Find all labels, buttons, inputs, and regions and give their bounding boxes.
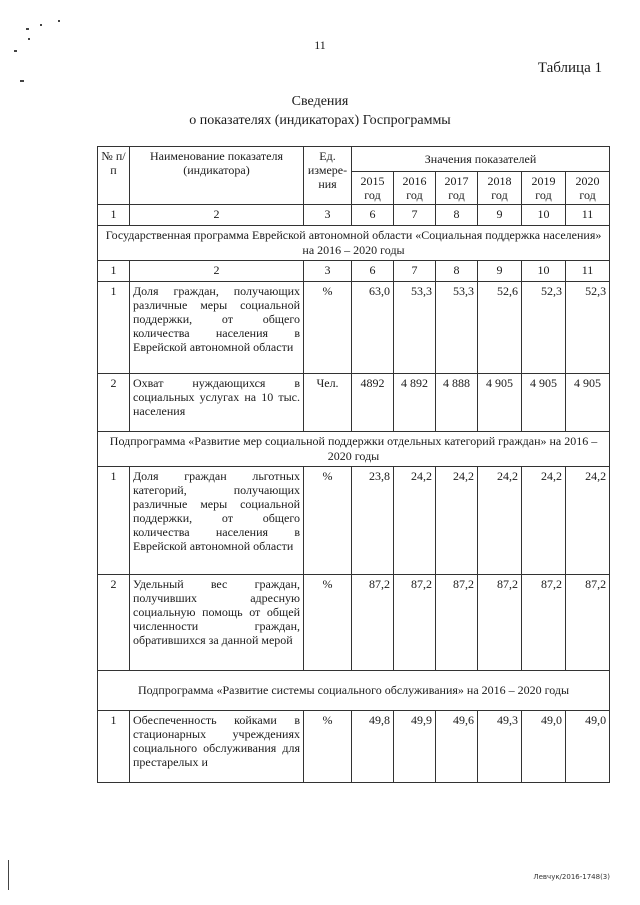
column-number: 9 bbox=[478, 205, 522, 226]
header-year: 2019 год bbox=[522, 172, 566, 205]
row-value: 49,3 bbox=[478, 711, 522, 783]
scan-mark bbox=[20, 80, 24, 82]
column-number: 10 bbox=[522, 205, 566, 226]
header-year: 2018 год bbox=[478, 172, 522, 205]
row-num: 1 bbox=[98, 467, 130, 575]
header-year: 2017 год bbox=[436, 172, 478, 205]
row-value: 4892 bbox=[352, 374, 394, 432]
row-num: 2 bbox=[98, 575, 130, 671]
table-row bbox=[98, 282, 610, 374]
scan-mark bbox=[40, 24, 42, 26]
row-name: Охват нуждающихся в социальных услугах на 10 тыс. населения bbox=[130, 374, 304, 432]
row-value: 23,8 bbox=[352, 467, 394, 575]
column-number: 2 bbox=[130, 261, 304, 282]
row-unit: % bbox=[304, 282, 352, 374]
section-title: Подпрограмма «Развитие мер социальной поддержки отдельных категорий граждан» на 2016 – 2020 годы bbox=[98, 432, 610, 467]
row-value: 49,9 bbox=[394, 711, 436, 783]
column-number: 11 bbox=[566, 261, 610, 282]
row-num: 2 bbox=[98, 374, 130, 432]
row-value: 52,3 bbox=[566, 282, 610, 374]
row-value: 49,8 bbox=[352, 711, 394, 783]
row-value: 87,2 bbox=[522, 575, 566, 671]
header-num: № п/п bbox=[98, 147, 130, 205]
scan-mark bbox=[26, 28, 29, 30]
row-name: Доля граждан льготных категорий, получающих различные меры социальной поддержки, от общего количества населения в Еврейской автономной области bbox=[130, 467, 304, 575]
column-number: 8 bbox=[436, 205, 478, 226]
table-row bbox=[98, 711, 610, 783]
column-number: 2 bbox=[130, 205, 304, 226]
row-value: 24,2 bbox=[478, 467, 522, 575]
row-value: 87,2 bbox=[436, 575, 478, 671]
title-line-1: Сведения bbox=[291, 94, 349, 109]
row-unit: % bbox=[304, 467, 352, 575]
scan-mark bbox=[58, 20, 60, 22]
row-value: 87,2 bbox=[566, 575, 610, 671]
row-value: 24,2 bbox=[566, 467, 610, 575]
document-heading bbox=[0, 92, 640, 130]
row-value: 87,2 bbox=[352, 575, 394, 671]
row-unit: % bbox=[304, 711, 352, 783]
row-num: 1 bbox=[98, 711, 130, 783]
table-row bbox=[98, 467, 610, 575]
section-title: Подпрограмма «Развитие системы социального обслуживания» на 2016 – 2020 годы bbox=[98, 671, 610, 711]
column-number: 6 bbox=[352, 205, 394, 226]
row-value: 4 888 bbox=[436, 374, 478, 432]
column-number: 7 bbox=[394, 205, 436, 226]
header-year: 2016 год bbox=[394, 172, 436, 205]
column-number: 8 bbox=[436, 261, 478, 282]
row-value: 53,3 bbox=[394, 282, 436, 374]
row-value: 4 892 bbox=[394, 374, 436, 432]
column-number-row bbox=[98, 261, 610, 282]
column-number: 3 bbox=[304, 205, 352, 226]
column-number: 3 bbox=[304, 261, 352, 282]
row-value: 87,2 bbox=[394, 575, 436, 671]
row-unit: % bbox=[304, 575, 352, 671]
row-name: Удельный вес граждан, получивших адресную социальную помощь от общей численности граждан, обратившихся за данной мерой bbox=[130, 575, 304, 671]
row-num: 1 bbox=[98, 282, 130, 374]
section-row bbox=[98, 432, 610, 467]
row-value: 87,2 bbox=[478, 575, 522, 671]
row-value: 4 905 bbox=[522, 374, 566, 432]
header-year: 2015 год bbox=[352, 172, 394, 205]
column-number: 11 bbox=[566, 205, 610, 226]
header-row bbox=[98, 147, 610, 172]
footer-reference: Левчук/2016-1748(3) bbox=[533, 873, 610, 881]
table-label: Таблица 1 bbox=[537, 60, 602, 76]
indicators-table bbox=[97, 146, 610, 783]
column-number: 10 bbox=[522, 261, 566, 282]
row-value: 52,3 bbox=[522, 282, 566, 374]
section-row bbox=[98, 226, 610, 261]
section-row bbox=[98, 671, 610, 711]
row-value: 24,2 bbox=[394, 467, 436, 575]
row-value: 52,6 bbox=[478, 282, 522, 374]
scan-mark bbox=[8, 860, 9, 890]
header-name: Наименование показателя (индикатора) bbox=[130, 147, 304, 205]
column-number: 1 bbox=[98, 205, 130, 226]
row-unit: Чел. bbox=[304, 374, 352, 432]
column-number-row bbox=[98, 205, 610, 226]
table-row bbox=[98, 374, 610, 432]
row-name: Обеспеченность койками в стационарных учреждениях социального обслуживания для престарелых и bbox=[130, 711, 304, 783]
title-line-2: о показателях (индикаторах) Госпрограммы bbox=[189, 113, 451, 128]
column-number: 1 bbox=[98, 261, 130, 282]
header-year: 2020 год bbox=[566, 172, 610, 205]
header-values: Значения показателей bbox=[352, 147, 610, 172]
row-name: Доля граждан, получающих различные меры социальной поддержки, от общего количества населения в Еврейской автономной области bbox=[130, 282, 304, 374]
row-value: 49,0 bbox=[522, 711, 566, 783]
column-number: 7 bbox=[394, 261, 436, 282]
row-value: 49,6 bbox=[436, 711, 478, 783]
column-number: 9 bbox=[478, 261, 522, 282]
row-value: 53,3 bbox=[436, 282, 478, 374]
header-unit: Ед. измере-ния bbox=[304, 147, 352, 205]
row-value: 24,2 bbox=[522, 467, 566, 575]
row-value: 24,2 bbox=[436, 467, 478, 575]
row-value: 49,0 bbox=[566, 711, 610, 783]
table-row bbox=[98, 575, 610, 671]
page-number: 11 bbox=[314, 38, 326, 52]
row-value: 4 905 bbox=[566, 374, 610, 432]
row-value: 63,0 bbox=[352, 282, 394, 374]
row-value: 4 905 bbox=[478, 374, 522, 432]
column-number: 6 bbox=[352, 261, 394, 282]
section-title: Государственная программа Еврейской автономной области «Социальная поддержка населения» на 2016 – 2020 годы bbox=[98, 226, 610, 261]
